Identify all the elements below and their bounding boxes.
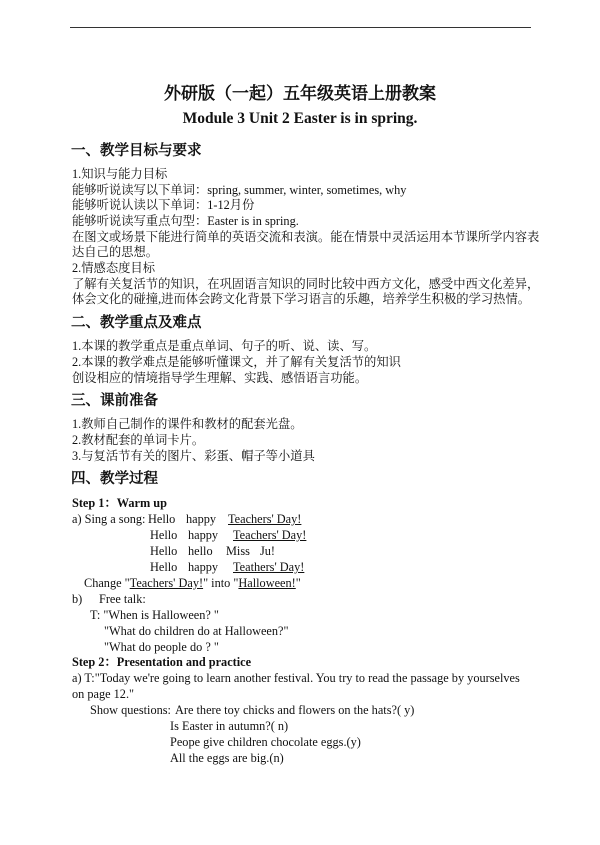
song-prefix: a) Sing a song:: [72, 512, 146, 526]
question-item: Are there toy chicks and flowers on the hats?( y): [175, 703, 415, 717]
song-word: Teachers' Day!: [228, 512, 302, 526]
section2-heading: 二、教学重点及难点: [71, 315, 202, 331]
step2-heading: Step 2：Presentation and practice: [72, 655, 252, 669]
talk-line: "What do people do ? ": [104, 640, 219, 654]
song-word: happy: [188, 560, 219, 574]
change-text: Change ": [84, 576, 130, 590]
lesson-title: Module 3 Unit 2 Easter is in spring.: [182, 110, 418, 127]
song-word: Hello: [150, 528, 178, 542]
section4-heading: 四、教学过程: [71, 471, 158, 487]
song-word: happy: [188, 528, 219, 542]
header-rule: [70, 27, 531, 28]
section2-line: 2.本课的教学难点是能够听懂课文，并了解有关复活节的知识: [72, 355, 401, 369]
question-item: All the eggs are big.(n): [170, 751, 284, 765]
question-item: Is Easter in autumn?( n): [170, 719, 289, 733]
section1-line: 能够听说读写以下单词：spring, summer, winter, sometimes, why: [72, 183, 407, 197]
step1-heading: Step 1：Warm up: [72, 496, 167, 510]
change-to: Halloween!: [238, 576, 296, 590]
free-talk-label: b): [72, 592, 83, 606]
section1-line: 体会文化的碰撞,进而体会跨文化背景下学习语言的乐趣，培养学生积极的学习热情。: [72, 292, 531, 306]
song-word: Teachers' Day!: [233, 528, 307, 542]
step2-paragraph: a) T:"Today we're going to learn another festival. You try to read the passage by yourselves: [72, 671, 520, 685]
song-word: Hello: [150, 560, 178, 574]
change-from: Teachers' Day!: [129, 576, 204, 590]
section3-line: 1.教师自己制作的课件和教材的配套光盘。: [72, 417, 303, 431]
song-word: Teathers' Day!: [233, 560, 305, 574]
change-text: " into ": [203, 576, 239, 590]
section1-line: 能够听说读写重点句型：Easter is in spring.: [72, 214, 299, 228]
section1-heading: 一、教学目标与要求: [71, 143, 202, 159]
step2-paragraph: on page 12.": [72, 687, 135, 701]
song-word: Ju!: [260, 544, 276, 558]
talk-line: "What do children do at Halloween?": [104, 624, 289, 638]
song-word: Hello: [148, 512, 176, 526]
song-word: Hello: [150, 544, 178, 558]
song-word: hello: [188, 544, 213, 558]
section1-line: 在图文或场景下能进行简单的英语交流和表演。能在情景中灵活运用本节课所学内容表: [72, 230, 540, 244]
section1-line: 1.知识与能力目标: [72, 167, 168, 181]
questions-prefix: Show questions:: [90, 703, 171, 717]
question-item: Peope give children chocolate eggs.(y): [170, 735, 361, 749]
section3-heading: 三、课前准备: [71, 393, 158, 409]
section1-line: 2.情感态度目标: [72, 261, 156, 275]
section3-line: 2.教材配套的单词卡片。: [72, 433, 205, 447]
free-talk-title: Free talk:: [99, 592, 146, 606]
change-text: ": [295, 576, 301, 590]
change-line: [84, 576, 301, 591]
section1-line: 达自己的思想。: [72, 245, 159, 259]
section2-line: 创设相应的情境指导学生理解、实践、感悟语言功能。: [72, 371, 368, 385]
talk-line: T: "When is Halloween? ": [90, 608, 219, 622]
section1-line: 了解有关复活节的知识，在巩固语言知识的同时比较中西方文化，感受中西文化差异，: [72, 277, 540, 291]
section1-line: 能够听说认读以下单词：1-12月份: [72, 198, 255, 212]
document-title: 外研版（一起）五年级英语上册教案: [164, 84, 436, 103]
section2-line: 1.本课的教学重点是重点单词、句子的听、说、读、写。: [72, 339, 377, 353]
section3-line: 3.与复活节有关的图片、彩蛋、帽子等小道具: [72, 449, 315, 463]
song-word: Miss: [226, 544, 250, 558]
song-word: happy: [186, 512, 217, 526]
